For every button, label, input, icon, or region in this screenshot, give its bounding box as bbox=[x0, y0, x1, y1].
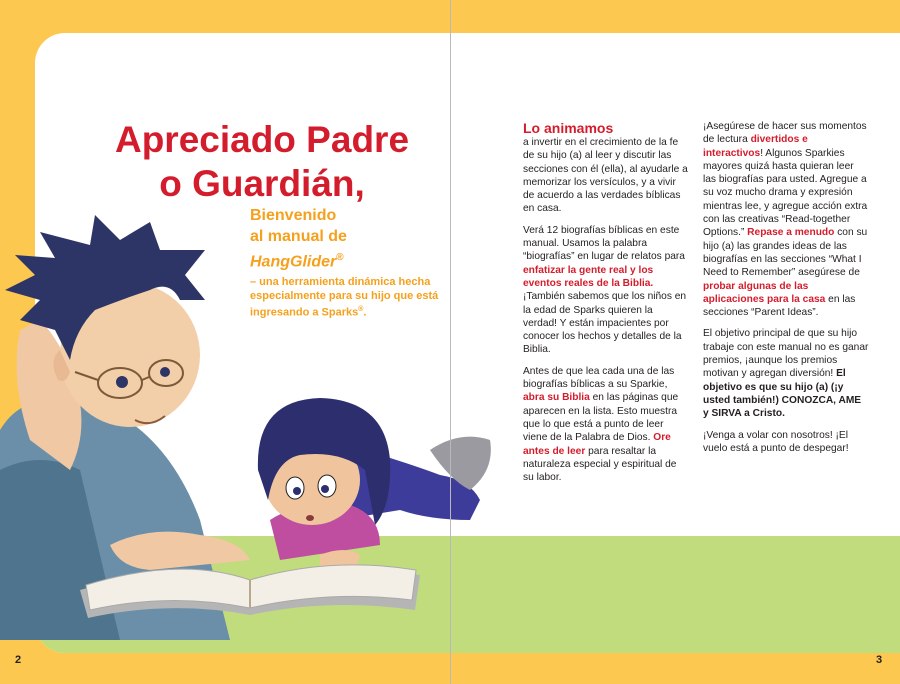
page-title bbox=[112, 118, 412, 206]
section-heading: Lo animamos bbox=[523, 120, 614, 136]
girl-mouth bbox=[306, 515, 314, 521]
paragraph-4: ¡Asegúrese de hacer sus momentos de lectura divertidos e interactivos! Algunos Sparkies mayores quizá hasta quieran leer las biografías para usted. Agregue a su voz mucho drama y expresión mientras lee, y agregue acción extra con las creativas “Read-together Options.” Repase a menudo con su hijo (a) las grandes ideas de las biografías en las secciones “What I Need to Remember” asegúrese de probar algunas de las aplicaciones para la casa en las secciones “Parent Ideas”. bbox=[703, 121, 868, 319]
welcome-line-1: Bienvenido bbox=[250, 207, 337, 224]
welcome-line-2: al manual de bbox=[250, 228, 347, 245]
father-hand bbox=[110, 532, 250, 570]
title-line-2: o Guardián, bbox=[159, 163, 365, 204]
paragraph-2: Verá 12 biografías bíblicas en este manual. Usamos la palabra “biografías” en lugar de relatos para enfatizar la gente real y los eventos reales de la Biblia. ¡También sabemos que los niños en la edad de Sparks quieren la verdad! Y están impacientes por conocer los hechos y detalles de la Biblia. bbox=[523, 224, 687, 356]
text-column-right bbox=[703, 120, 869, 463]
paragraph-6: ¡Venga a volar con nosotros! ¡El vuelo está a punto de despegar! bbox=[703, 429, 849, 454]
paragraph-5: El objetivo principal de que su hijo trabaje con este manual no es ganar premios, ¡aunque los premios motivan y agregan diversión! El objetivo es que su hijo (a) (¡y usted también!) CONOZCA, AME y SIRVA a Cristo. bbox=[703, 328, 869, 420]
title-line-1: Apreciado Padre bbox=[114, 119, 410, 160]
paragraph-3: Antes de que lea cada una de las biografías bíblicas a su Sparkie, abra su Biblia en las páginas que aparecen en la lista. Esto muestra que lo que está a punto de leer viene de la Palabra de Dios. Ore antes de leer para resaltar la naturaleza especial y espiritual de su labor. bbox=[523, 365, 679, 484]
page-number-left: 2 bbox=[15, 654, 22, 666]
manual-name: HangGlider bbox=[250, 253, 337, 271]
registered-mark: ® bbox=[336, 252, 344, 263]
welcome-subtitle: – una herramienta dinámica hecha especialmente para su hijo que está ingresando a Sparks®. bbox=[250, 276, 439, 319]
paragraph-1: Lo animamos a invertir en el crecimiento de la fe de su hijo (a) al leer y discutir las secciones con él (ella), al ayudarle a memorizar los versículos, y a vivir de acuerdo a las verdades bíblicas en casa. bbox=[523, 120, 688, 215]
page-number-right: 3 bbox=[876, 654, 883, 666]
text-column-left bbox=[523, 120, 689, 492]
welcome-block bbox=[250, 205, 440, 320]
page-gutter bbox=[450, 0, 451, 684]
